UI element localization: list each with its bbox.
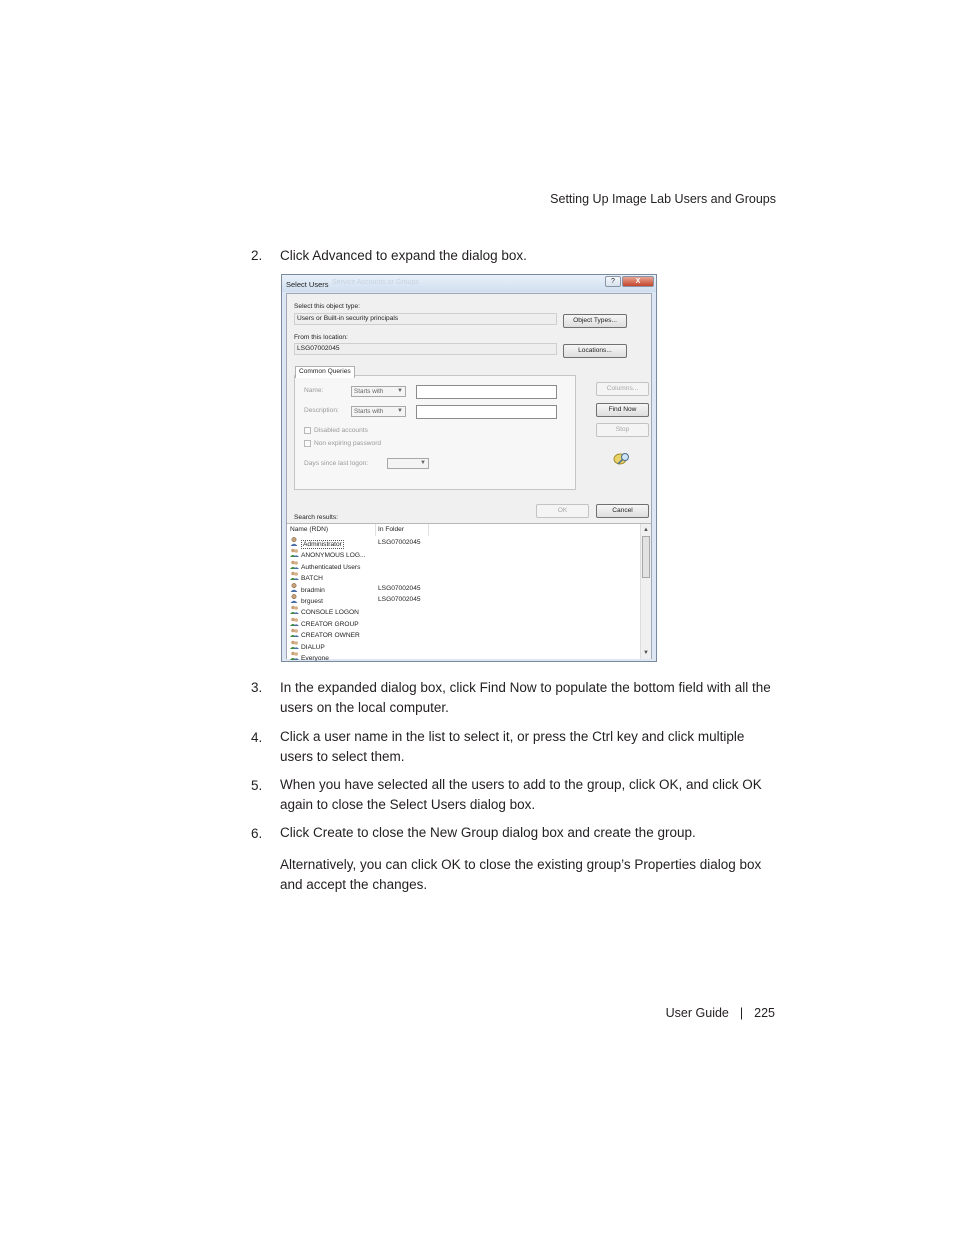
row-name: brguest — [301, 598, 323, 605]
chevron-down-icon: ▼ — [397, 388, 403, 394]
running-header: Setting Up Image Lab Users and Groups — [550, 192, 776, 206]
row-name: Authenticated Users — [301, 563, 361, 571]
note-paragraph: Alternatively, you can click OK to close the existing group’s Properties dialog box and accept the changes. — [280, 857, 762, 892]
step-number: 4. — [251, 730, 263, 745]
description-match-combo[interactable] — [351, 406, 406, 417]
row-name: CONSOLE LOGON — [301, 609, 359, 617]
locations-button[interactable]: Locations... — [563, 344, 627, 358]
column-header-name[interactable]: Name (RDN) — [290, 524, 376, 536]
step-text: When you have selected all the users to add to the group, click OK, and click OK again to close the Select Users dialog box. — [280, 777, 762, 812]
name-combo-value: Starts with — [354, 388, 384, 395]
description-label: Description: — [304, 407, 339, 414]
find-now-button[interactable]: Find Now — [596, 403, 649, 417]
select-users-dialog — [281, 274, 657, 662]
scroll-down-icon[interactable]: ▼ — [643, 650, 649, 656]
columns-button[interactable]: Columns... — [596, 382, 649, 396]
row-name: bradmin — [301, 586, 325, 594]
scroll-thumb[interactable] — [642, 536, 650, 578]
row-name: CREATOR GROUP — [301, 620, 359, 628]
group-icon — [290, 651, 299, 662]
list-item[interactable] — [290, 617, 359, 628]
days-since-logon-combo[interactable] — [387, 458, 429, 469]
description-input[interactable] — [416, 405, 557, 419]
name-input[interactable] — [416, 385, 557, 399]
disabled-accounts-label: Disabled accounts — [314, 427, 368, 434]
list-item[interactable] — [290, 583, 421, 594]
close-button[interactable]: X — [622, 276, 654, 287]
footer-guide: User Guide — [665, 1006, 729, 1020]
step-number: 6. — [251, 826, 263, 841]
scroll-up-icon[interactable]: ▲ — [643, 527, 649, 533]
location-label: From this location: — [294, 334, 348, 341]
days-since-logon-label: Days since last logon: — [304, 460, 369, 467]
list-item[interactable] — [290, 594, 421, 605]
step-number: 2. — [251, 248, 263, 263]
list-item[interactable] — [290, 537, 421, 548]
row-name: ANONYMOUS LOG... — [301, 552, 366, 560]
list-item[interactable] — [290, 628, 360, 639]
disabled-accounts-checkbox[interactable] — [304, 427, 311, 434]
name-match-combo[interactable] — [351, 386, 406, 397]
row-name: BATCH — [301, 575, 323, 583]
list-item[interactable] — [290, 651, 329, 662]
list-item[interactable] — [290, 605, 359, 616]
page-number: 225 — [754, 1006, 775, 1020]
ok-button[interactable]: OK — [536, 504, 589, 518]
search-results-label: Search results: — [294, 514, 338, 521]
footer-separator: | — [739, 1006, 744, 1020]
row-name: DIALUP — [301, 643, 325, 651]
cancel-button[interactable]: Cancel — [596, 504, 649, 518]
column-header-folder[interactable]: In Folder — [378, 524, 429, 536]
step-text: Click Create to close the New Group dialog box and create the group. — [280, 825, 696, 840]
dialog-title: Select Users — [286, 280, 329, 289]
common-queries-panel — [294, 375, 576, 490]
help-button[interactable]: ? — [605, 276, 621, 287]
page-footer — [666, 1006, 775, 1020]
background-window-title: Service Accounts or Groups — [332, 279, 419, 286]
chevron-down-icon: ▼ — [397, 408, 403, 414]
list-item[interactable] — [290, 640, 325, 651]
chevron-down-icon: ▼ — [420, 460, 426, 466]
tab-common-queries[interactable]: Common Queries — [295, 366, 355, 378]
stop-button[interactable]: Stop — [596, 423, 649, 437]
step-number: 5. — [251, 778, 263, 793]
step-number: 3. — [251, 680, 263, 695]
results-scrollbar[interactable] — [640, 524, 651, 659]
dialog-title-bar — [282, 275, 656, 292]
row-name: Everyone — [301, 655, 329, 662]
non-expiring-password-label: Non expiring password — [314, 440, 382, 447]
dialog-body — [286, 293, 652, 662]
row-folder: LSG07002045 — [378, 596, 421, 603]
search-results-list[interactable] — [287, 523, 651, 662]
row-name: CREATOR OWNER — [301, 632, 360, 640]
row-name: Administrator — [303, 541, 342, 548]
description-combo-value: Starts with — [354, 408, 384, 415]
non-expiring-password-checkbox[interactable] — [304, 440, 311, 447]
list-item[interactable] — [290, 548, 365, 559]
location-field: LSG07002045 — [294, 343, 557, 355]
object-type-field: Users or Built-in security principals — [294, 313, 557, 325]
name-label: Name: — [304, 387, 324, 394]
list-item[interactable] — [290, 560, 360, 571]
row-folder: LSG07002045 — [378, 584, 421, 592]
search-animation-icon — [613, 452, 631, 468]
step-text: In the expanded dialog box, click Find Now to populate the bottom field with all the users on the local computer. — [280, 680, 771, 715]
object-type-label: Select this object type: — [294, 303, 360, 310]
list-item[interactable] — [290, 571, 323, 582]
step-text: Click Advanced to expand the dialog box. — [280, 248, 527, 263]
step-text: Click a user name in the list to select it, or press the Ctrl key and click multiple users to select them. — [280, 729, 745, 764]
object-types-button[interactable]: Object Types... — [563, 314, 627, 328]
row-folder: LSG07002045 — [378, 539, 421, 546]
